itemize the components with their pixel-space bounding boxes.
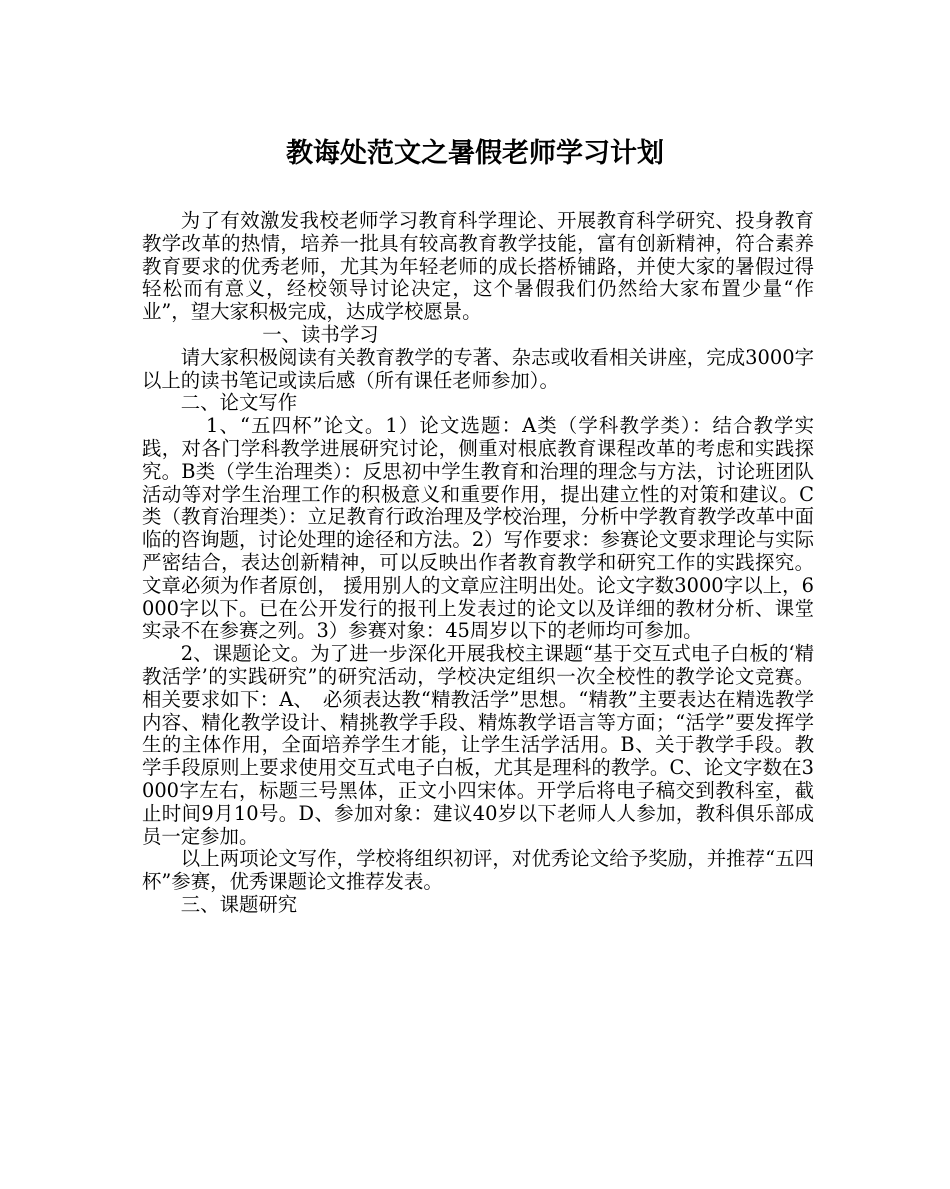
reading-paragraph: 请大家积极阅读有关教育教学的专著、杂志或收看相关讲座，完成3000字以上的读书笔记或读后感（所有课任老师参加）。 — [142, 345, 814, 392]
intro-paragraph: 为了有效激发我校老师学习教育科学理论、开展教育科学研究、投身教育教学改革的热情，培养一批具有较高教育教学技能，富有创新精神，符合素养教育要求的优秀老师，尤其为年轻老师的成长搭桥铺路，并使大家的暑假过得轻松而有意义，经校领导讨论决定，这个暑假我们仍然给大家布置少量“作业”，望大家积极完成，达成学校愿景。 — [142, 209, 814, 324]
papers-item-project-paper: 2、课题论文。为了进一步深化开展我校主课题“基于交互式电子白板的‘精教活学’的实践研究”的研究活动，学校决定组织一次全校性的教学论文竞赛。相关要求如下：A、 必须表达教“精教活学”思想。“精教”主要表达在精选教学内容、精化教学设计、精挑教学手段、精炼教学语言等方面；“活学”要发挥学生的主体作用，全面培养学生才能，让学生活学活用。B、关于教学手段。教学手段原则上要求使用交互式电子白板，尤其是理科的教学。C、论文字数在3000字左右，标题三号黑体，正文小四宋体。开学后将电子稿交到教科室，截止时间9月10号。D、参加对象：建议40岁以下老师人人参加，教科俱乐部成员一定参加。 — [142, 642, 815, 848]
papers-summary-paragraph: 以上两项论文写作，学校将组织初评，对优秀论文给予奖励，并推荐“五四杯”参赛，优秀课题论文推荐发表。 — [142, 847, 814, 894]
document-title: 教诲处范文之暑假老师学习计划 — [286, 138, 664, 169]
papers-item-wusi-cup: 1、“五四杯”论文。1）论文选题：A类（学科教学类）：结合教学实践，对各门学科教学进展研究讨论，侧重对根底教育课程改革的考虑和实践探究。B类（学生治理类）：反思初中学生教育和治理的理念与方法，讨论班团队活动等对学生治理工作的积极意义和重要作用，提出建立性的对策和建议。C类（教育治理类）：立足教育行政治理及学校治理，分析中学教育教学改革中面临的咨询题，讨论处理的途径和方法。2）写作要求：参赛论文要求理论与实际严密结合，表达创新精神，可以反映出作者教育教学和研究工作的实践探究。文章必须为作者原创， 援用别人的文章应注明出处。论文字数3000字以上，6000字以下。已在公开发行的报刊上发表过的论文以及详细的教材分析、课堂实录不在参赛之列。3）参赛对象：45周岁以下的老师均可参加。 — [142, 414, 814, 643]
document-body — [142, 210, 814, 917]
section-heading-reading: 一、读书学习 — [262, 322, 379, 346]
section-heading-research: 三、课题研究 — [180, 892, 298, 916]
section-heading-papers: 二、论文写作 — [180, 391, 298, 415]
